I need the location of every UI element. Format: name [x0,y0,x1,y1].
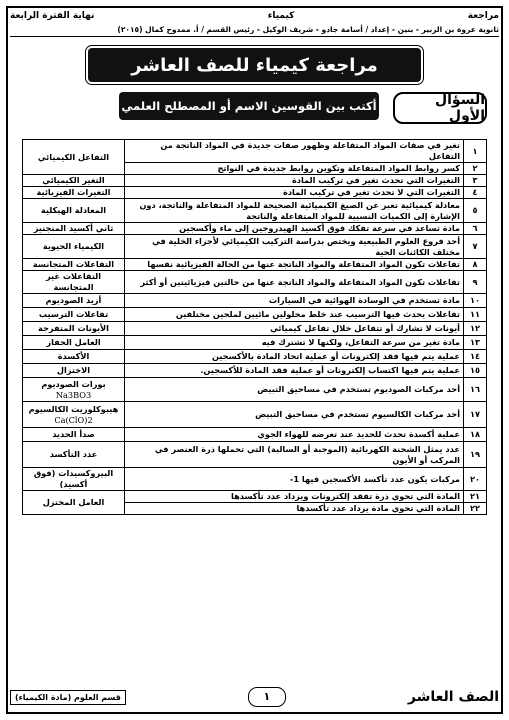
row-number: ٢١ [464,491,487,503]
row-statement: المادة التي تحوي ذرة تفقد إلكترونات ويزداد عدد تأكسدها [125,491,464,503]
row-answer [23,442,125,468]
row-answer [23,491,125,515]
row-number: ٦ [464,223,487,235]
table-row [23,350,487,364]
row-answer [23,271,125,294]
grade-label: الصف العاشر [407,689,499,705]
answer-term: عدد التأكسد [49,449,98,459]
department-label: قسم العلوم (مادة الكيمياء) [10,690,126,705]
table-row [23,468,487,491]
row-statement: عملية أكسدة تحدث للحديد عند تعرضه للهواء الجوي [125,428,464,442]
table-row [23,271,487,294]
table-row [23,259,487,271]
row-answer [23,175,125,187]
row-answer [23,378,125,402]
table-row [23,402,487,428]
row-statement: تغير في صفات المواد المتفاعلة وظهور صفات جديدة في المواد الناتجة من التفاعل [125,140,464,163]
table-row [23,491,487,503]
row-number: ٨ [464,259,487,271]
chemical-formula: Ca(ClO)2 [54,414,93,425]
row-answer [23,235,125,259]
table-row [23,308,487,322]
row-answer [23,322,125,336]
answer-term: التغيرات الفيزيائية [36,187,111,197]
row-statement: أحد مركبات الصوديوم تستخدم في مساحيق التبيض [125,378,464,402]
row-statement: المادة التي تحوي مادة يزداد عدد تأكسدها [125,503,464,515]
row-answer [23,259,125,271]
table-row [23,223,487,235]
term-label: نهاية الفترة الرابعة [10,11,95,21]
row-number: ٥ [464,199,487,223]
row-number: ٢٠ [464,468,487,491]
row-answer [23,308,125,322]
row-answer [23,402,125,428]
row-number: ١٧ [464,402,487,428]
page-banner: مراجعة كيمياء للصف العاشر [88,48,421,82]
table-row [23,187,487,199]
row-statement: معادلة كيميائية تعبر عن الصيغ الكيميائية الصحيحة للمواد المتفاعلة والناتجة، دون الإشارة إلى الكميات النسبية للمواد المتفاعلة والناتجة [125,199,464,223]
row-statement: أيونات لا تشارك أو تتفاعل خلال تفاعل كيميائي [125,322,464,336]
answer-term: البيروكسيدات (فوق أكسيد) [33,468,114,489]
row-statement: مركبات يكون عدد تأكسد الأكسجين فيها 1- [125,468,464,491]
row-number: ١٠ [464,294,487,308]
table-row [23,428,487,442]
row-answer [23,140,125,175]
answer-term: الكيمياء الحيوية [42,241,105,251]
subject-label: كيمياء [267,11,295,21]
row-statement: أحد فروع العلوم الطبيعية ويختص بدراسة التركيب الكيميائي لأجزاء الخلية في مختلف الكائنات الحية [125,235,464,259]
answer-term: تفاعلات الترسيب [38,309,109,319]
questions-table [22,139,487,515]
row-number: ١٣ [464,336,487,350]
table-row [23,235,487,259]
row-statement: عدد يمثل الشحنة الكهربائية (الموجبة أو السالبة) التي تحملها ذرة العنصر في المركب أو الأيون [125,442,464,468]
row-number: ١٨ [464,428,487,442]
row-statement: عملية يتم فيها اكتساب إلكترونات أو عملية فقد المادة للأكسجين. [125,364,464,378]
table-row [23,140,487,163]
row-number: ١ [464,140,487,163]
row-answer [23,364,125,378]
page-header [10,9,499,47]
answer-term: التفاعلات غير المتجانسة [45,271,102,292]
page-number: ١ [248,687,286,707]
answer-term: المعادلة الهيكلية [40,205,107,215]
answer-term: التغير الكيميائي [42,175,105,185]
row-statement: مادة تستخدم في الوسادة الهوائية في السيارات [125,294,464,308]
row-number: ١٤ [464,350,487,364]
question-instruction: أكتب بين القوسين الاسم أو المصطلح العلمي [119,92,379,120]
revision-label: مراجعة [467,11,499,21]
table-row [23,199,487,223]
answer-term: الأيونات المتفرجة [38,323,109,333]
row-statement: كسر روابط المواد المتفاعلة وتكوين روابط جديدة في النواتج [125,163,464,175]
answer-term: العامل المختزل [42,497,105,507]
table-row [23,364,487,378]
row-number: ١٢ [464,322,487,336]
row-statement: تفاعلات يحدث فيها الترسيب عند خلط محلولين مائيين لملحين مختلفين [125,308,464,322]
table-row [23,378,487,402]
row-statement: عملية يتم فيها فقد إلكترونات أو عملية اتحاد المادة بالأكسجين [125,350,464,364]
row-number: ٤ [464,187,487,199]
answer-term: العامل الحفاز [46,337,101,347]
answer-term: الاختزال [56,365,91,375]
school-line: ثانوية عروة بن الزبير - بنين - إعداد / أسامة جادو - شريف الوكيل - رئيس القسم / أ. ممدوح كمال (٢٠١٥) [10,23,499,37]
row-number: ١٥ [464,364,487,378]
row-number: ١٩ [464,442,487,468]
row-number: ٧ [464,235,487,259]
row-answer [23,294,125,308]
row-answer [23,468,125,491]
answer-term: بورات الصوديوم [41,378,106,389]
answer-term: التفاعل الكيميائي [37,151,110,162]
page-footer [10,686,499,708]
row-number: ٩ [464,271,487,294]
answer-term: أزيد الصوديوم [45,295,102,305]
table-row [23,294,487,308]
row-answer [23,350,125,364]
answer-term: صدأ الحديد [52,429,95,439]
answer-term: الأكسدة [57,351,90,361]
row-statement: مادة تغير من سرعة التفاعل، ولكنها لا تشترك فيه [125,336,464,350]
row-number: ١٦ [464,378,487,402]
table-row [23,442,487,468]
row-answer [23,199,125,223]
question-title: السؤال الأول [393,92,487,124]
row-number: ٢٢ [464,503,487,515]
row-answer [23,223,125,235]
row-statement: التغيرات التي تحدث تغير في تركيب المادة [125,175,464,187]
row-statement: التغيرات التي لا تحدث تغير في تركيب المادة [125,187,464,199]
row-number: ٣ [464,175,487,187]
answer-term: هيبوكلوريت الكالسيوم [28,403,119,414]
row-answer [23,336,125,350]
row-statement: مادة تساعد في سرعة تفكك فوق أكسيد الهيدروجين إلى ماء وأكسجين [125,223,464,235]
answer-term: التفاعلات المتجانسة [32,259,115,269]
table-row [23,322,487,336]
row-number: ١١ [464,308,487,322]
table-row [23,336,487,350]
row-statement: أحد مركبات الكالسيوم تستخدم في مساحيق التبيض [125,402,464,428]
row-statement: تفاعلات تكون المواد المتفاعلة والمواد الناتجة عنها من حالتين فيزيائيتين أو أكثر [125,271,464,294]
answer-term: ثاني أكسيد المنجنيز [33,223,114,233]
row-statement: تفاعلات تكون المواد المتفاعلة والمواد الناتجة عنها من الحالة الفيزيائية نفسها [125,259,464,271]
row-answer [23,187,125,199]
chemical-formula: Na3BO3 [55,389,92,400]
table-row [23,175,487,187]
row-number: ٢ [464,163,487,175]
row-answer [23,428,125,442]
